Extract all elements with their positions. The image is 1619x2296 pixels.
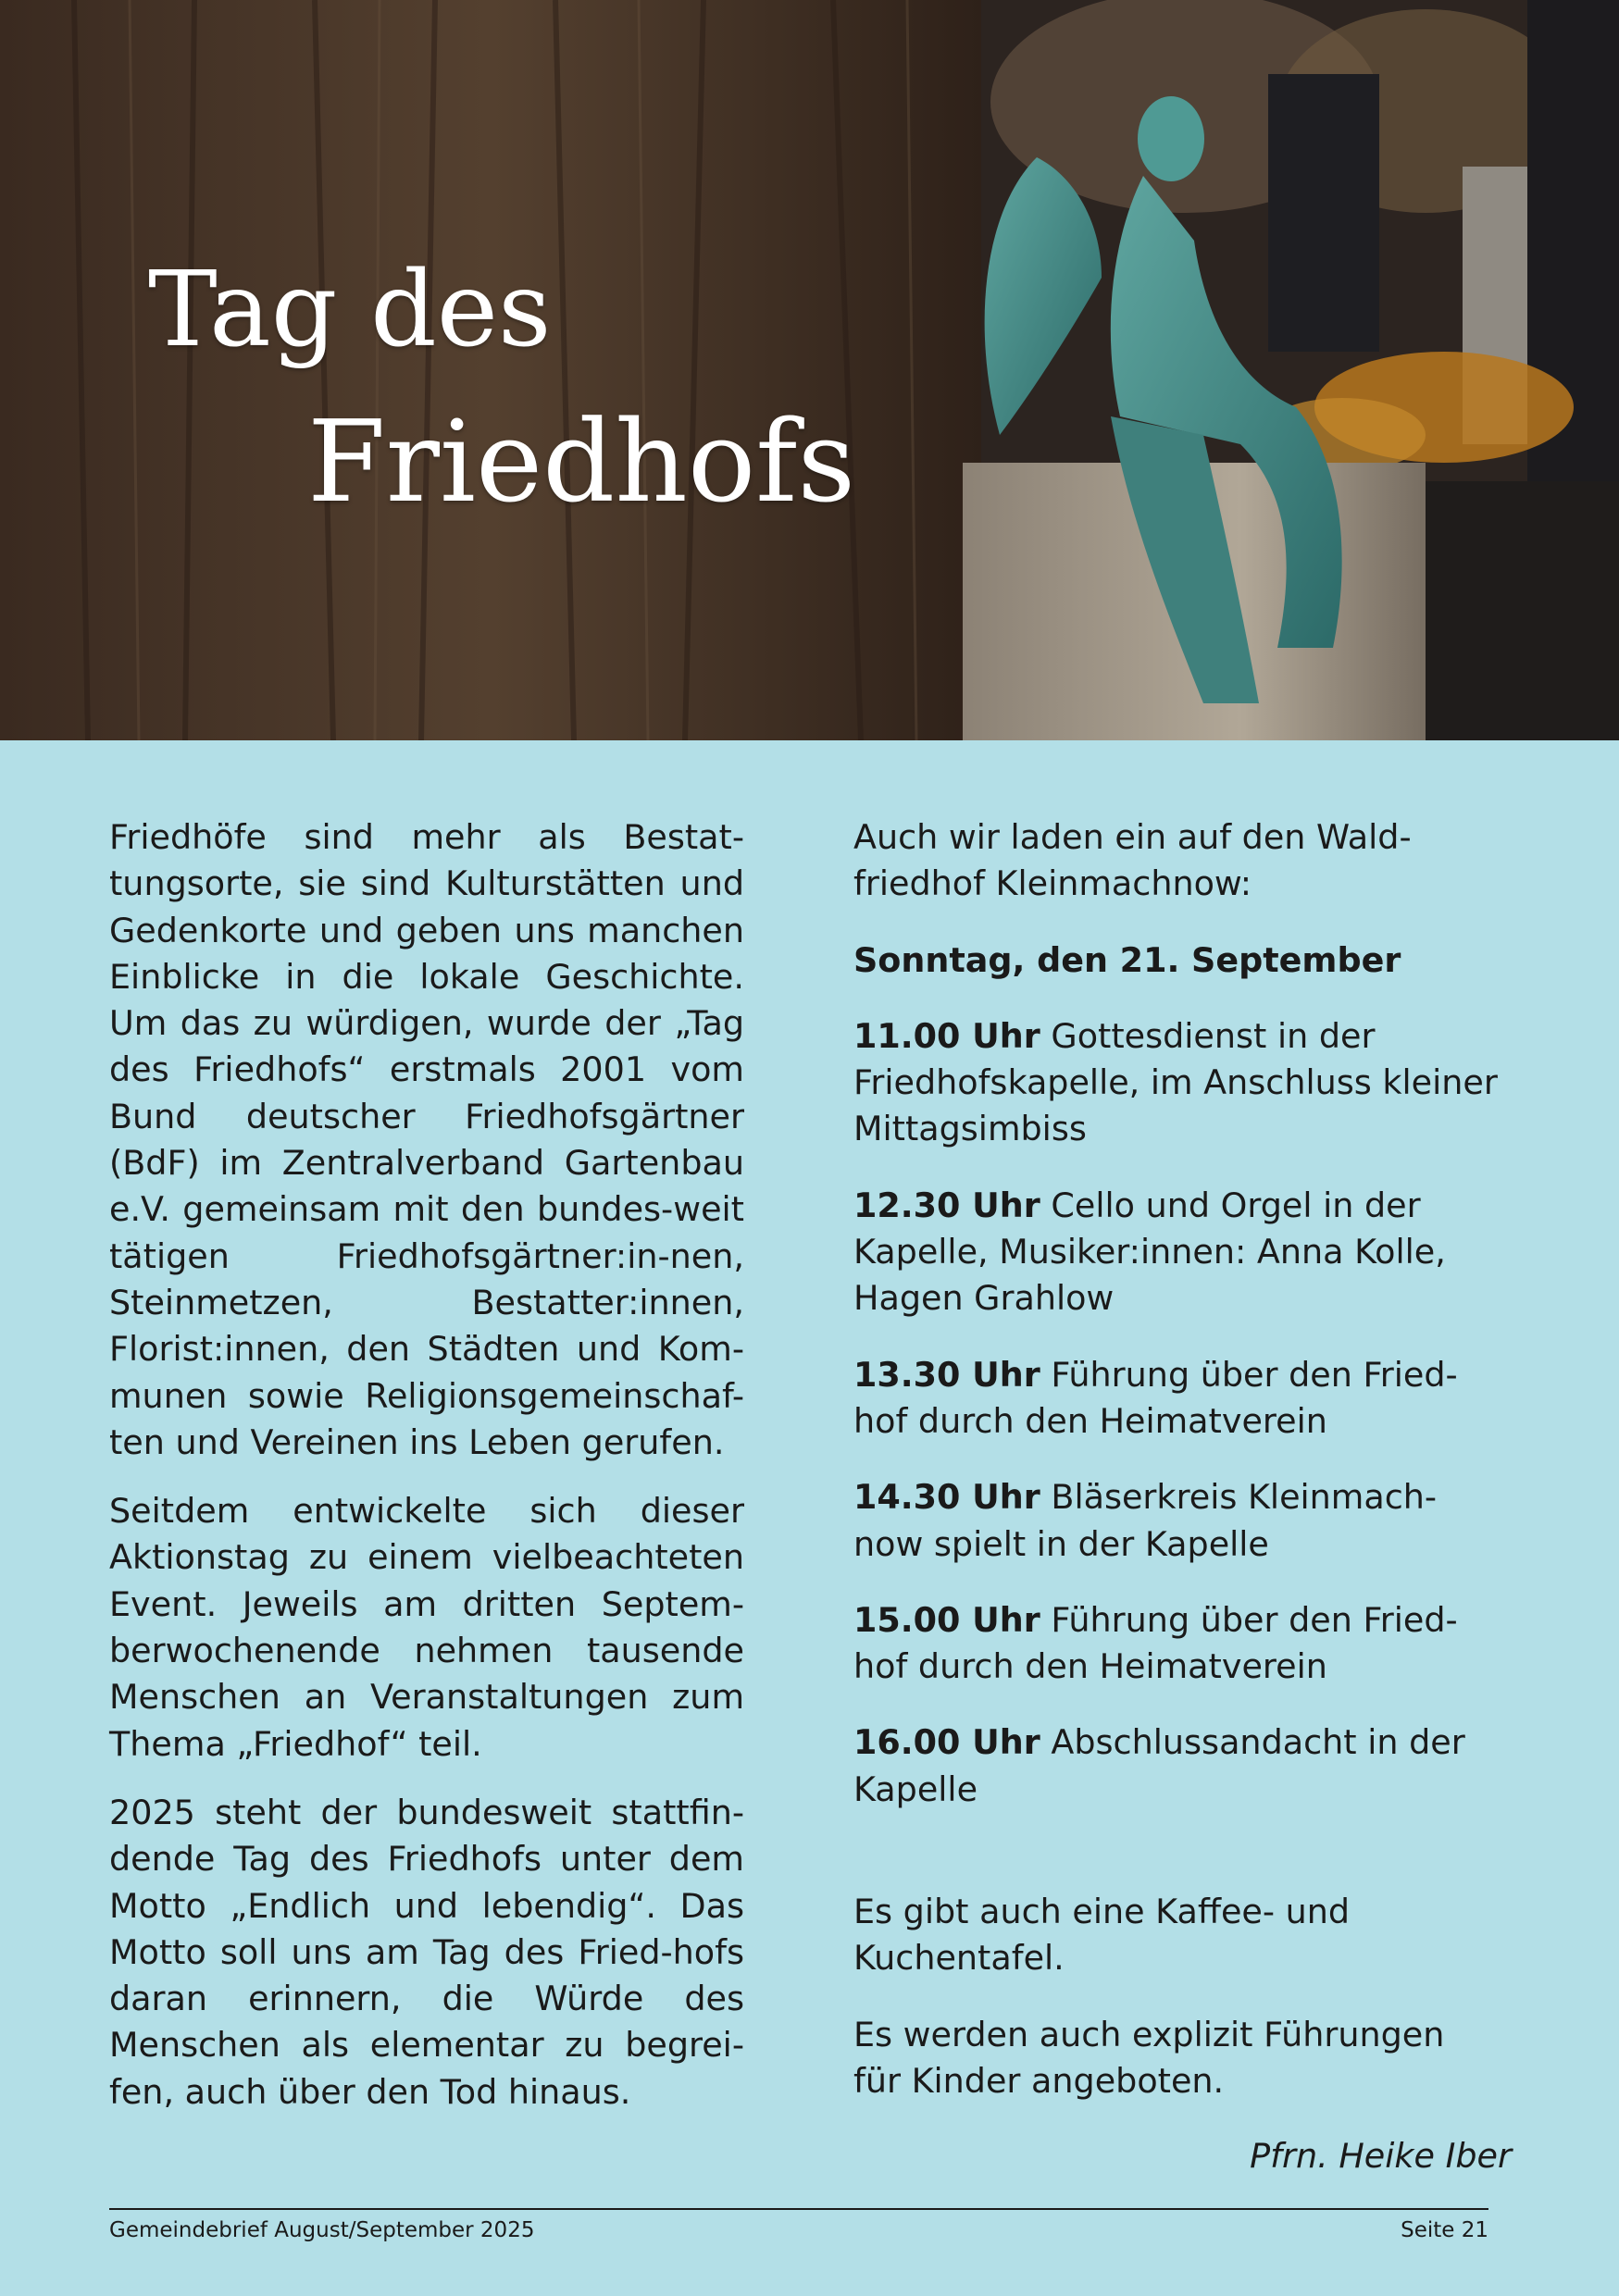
spacer [853,1843,1501,1889]
paragraph-motto: 2025 steht der bundesweit stattfin-dende Tag des Friedhofs unter dem Motto „Endlich und lebendig“. Das Motto soll uns am Tag des Fried-hofs daran erinnern, die Würde des Menschen als elementar zu begrei-fen, auch über den Tod hinaus. [109,1792,744,2112]
paragraph-history: Seitdem entwickelte sich dieser Aktionstag zu einem vielbeachteten Event. Jeweils am dritten Septem-berwochenende nehmen tausende Menschen an Veranstaltungen zum Thema „Friedhof“ teil. [109,1491,744,1764]
page-number: Seite 21 [1401,2218,1488,2242]
schedule-text: Führung über den Fried-hof durch den Heimatverein [853,1599,1458,1687]
author-signature: Pfrn. Heike Iber [1250,2136,1512,2176]
schedule-item [853,1183,1501,1322]
schedule-time: 11.00 Uhr [853,1015,1040,1056]
schedule-text: Gottesdienst in der Friedhofskapelle, im Anschluss kleiner Mittagsimbiss [853,1015,1498,1149]
footer-divider [109,2208,1488,2210]
children-tours-note: Es werden auch explizit Führungen für Kinder angeboten. [853,2014,1445,2101]
schedule-item [853,1719,1501,1813]
schedule-item [853,1474,1501,1568]
header-image [0,0,1619,740]
schedule-item [853,1597,1501,1691]
schedule-time: 14.30 Uhr [853,1477,1040,1518]
schedule-time: 12.30 Uhr [853,1185,1040,1225]
right-column [853,814,1501,2134]
title-line-1: Tag des [148,250,552,370]
schedule-time: 15.00 Uhr [853,1599,1040,1640]
coffee-note: Es gibt auch eine Kaffee- und Kuchentafel. [853,1892,1351,1979]
left-column [109,814,744,2138]
footer-publication: Gemeindebrief August/September 2025 [109,2218,535,2242]
paragraph-intro: Friedhöfe sind mehr als Bestat-tungsorte, sie sind Kulturstätten und Gedenkorte und geben uns manchen Einblicke in die lokale Geschichte. Um das zu würdigen, wurde der „Tag des Friedhofs“ erstmals 2001 vom Bund deutscher Friedhofsgärtner (BdF) im Zentralverband Gartenbau e.V. gemeinsam mit den bundes-weit tätigen Friedhofsgärtner:in-nen, Steinmetzen, Bestatter:innen, Florist:innen, den Städten und Kom-munen sowie Religionsgemeinschaf-ten und Vereinen ins Leben gerufen. [109,817,744,1462]
schedule-text: Cello und Orgel in der Kapelle, Musiker:innen: Anna Kolle, Hagen Grahlow [853,1185,1446,1319]
schedule-item [853,1013,1501,1153]
cemetery-angel-photo [0,0,1619,740]
schedule-time: 13.30 Uhr [853,1354,1040,1395]
schedule-item [853,1352,1501,1446]
schedule-text: Führung über den Fried-hof durch den Heimatverein [853,1354,1458,1441]
schedule-text: Bläserkreis Kleinmach-now spielt in der Kapelle [853,1477,1438,1564]
title-line-2: Friedhofs [307,396,856,527]
schedule-text: Abschlussandacht in der Kapelle [853,1722,1465,1809]
event-date: Sonntag, den 21. September [853,939,1401,980]
invitation-text: Auch wir laden ein auf den Wald-friedhof Kleinmachnow: [853,817,1412,904]
schedule-time: 16.00 Uhr [853,1722,1040,1763]
